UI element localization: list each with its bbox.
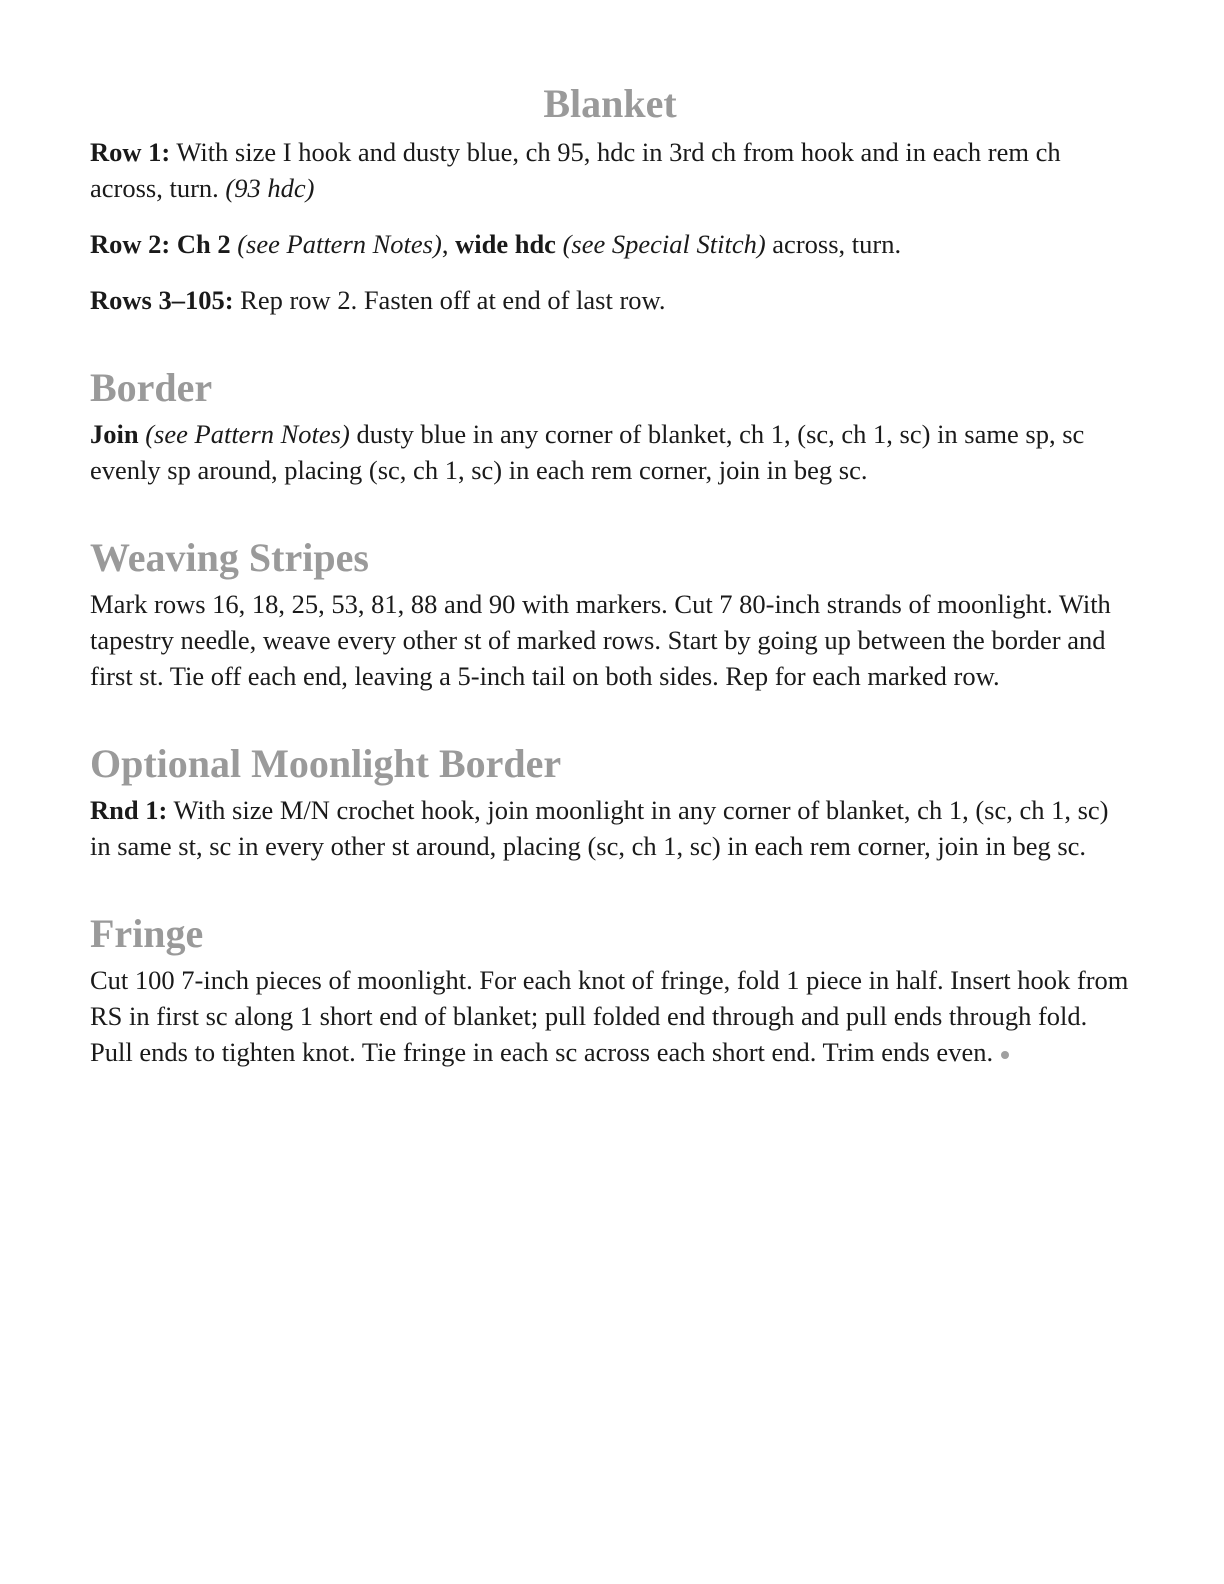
row2-label: Row 2: Ch 2 — [90, 229, 231, 259]
row2-note2: (see Special Stitch) — [562, 229, 766, 259]
border-label: Join — [90, 419, 139, 449]
row2-note1: (see Pattern Notes) — [237, 229, 442, 259]
border-text: dusty blue in any corner of blanket, ch 1, (sc, ch 1, sc) in same sp, sc evenly sp around, placing (sc, ch 1, sc) in each rem corner, join in beg sc. — [90, 419, 1085, 485]
row2-text: across, turn. — [765, 229, 902, 259]
end-bullet-icon — [1001, 1051, 1009, 1059]
fringe-text: Cut 100 7-inch pieces of moonlight. For each knot of fringe, fold 1 piece in half. Insert hook from RS in first sc along 1 short end of blanket; pull folded end through and pull ends through fold. Pull ends to tighten knot. Tie fringe in each sc across each short end. Trim ends even. — [90, 965, 1129, 1067]
row1-text: With size I hook and dusty blue, ch 95, hdc in 3rd ch from hook and in each rem ch across, turn. — [90, 137, 1061, 203]
row1-instruction — [90, 134, 1130, 206]
pattern-page — [90, 80, 1130, 1090]
rows3-label: Rows 3–105: — [90, 285, 234, 315]
row1-label: Row 1: — [90, 137, 171, 167]
moonlight-label: Rnd 1: — [90, 795, 168, 825]
moonlight-instruction — [90, 792, 1130, 864]
fringe-instruction — [90, 962, 1130, 1070]
border-note: (see Pattern Notes) — [145, 419, 350, 449]
moonlight-heading: Optional Moonlight Border — [90, 741, 562, 786]
weaving-heading: Weaving Stripes — [90, 535, 369, 580]
rows3-text: Rep row 2. Fasten off at end of last row. — [233, 285, 666, 315]
row1-count: (93 hdc) — [225, 173, 315, 203]
border-heading: Border — [90, 365, 213, 410]
weaving-instruction: Mark rows 16, 18, 25, 53, 81, 88 and 90 with markers. Cut 7 80-inch strands of moonlight. With tapestry needle, weave every other st of marked rows. Start by going up between the border and first st. Tie off each end, leaving a 5-inch tail on both sides. Rep for each marked row. — [90, 589, 1111, 691]
row2-sep: , — [441, 229, 456, 259]
row2-stitch: wide hdc — [455, 229, 556, 259]
rows3-instruction — [90, 282, 1130, 318]
blanket-heading: Blanket — [543, 81, 677, 126]
moonlight-text: With size M/N crochet hook, join moonlight in any corner of blanket, ch 1, (sc, ch 1, sc) in same st, sc in every other st around, placing (sc, ch 1, sc) in each rem corner, join in beg sc. — [90, 795, 1109, 861]
fringe-heading: Fringe — [90, 911, 204, 956]
row2-instruction — [90, 226, 1130, 262]
border-instruction — [90, 416, 1130, 488]
